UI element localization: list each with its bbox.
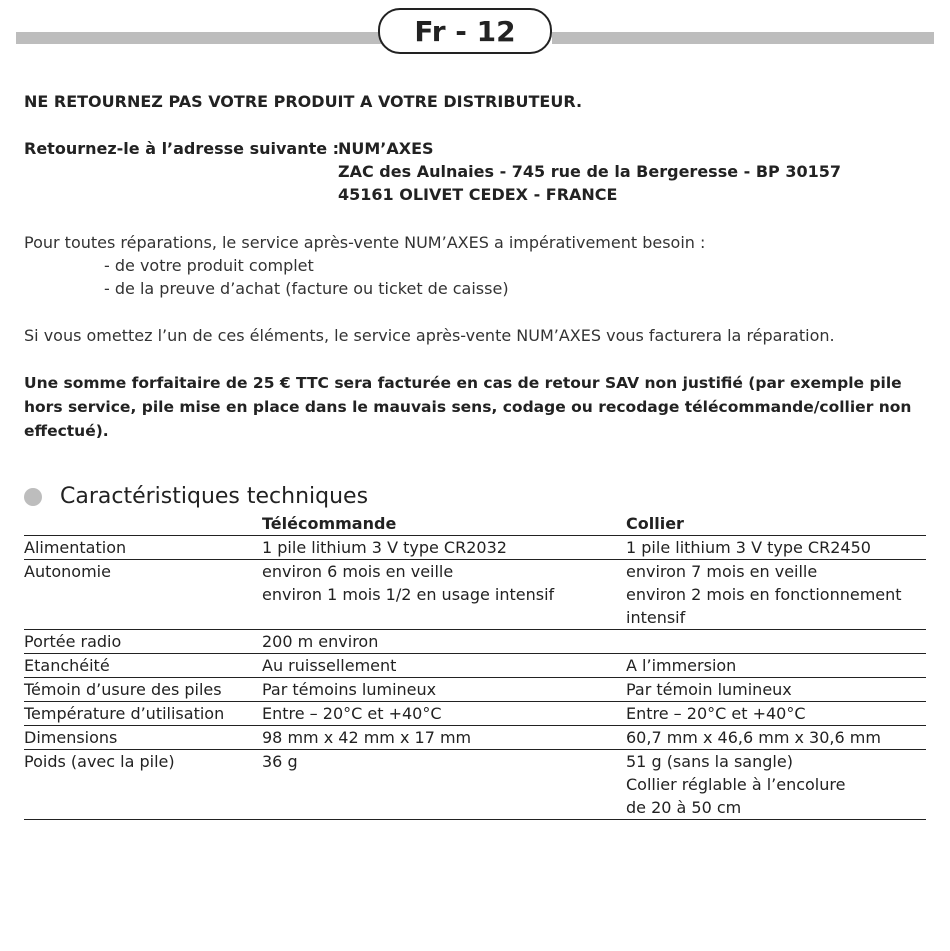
table-row — [24, 654, 926, 678]
column-header-collar: Collier — [626, 514, 684, 533]
collar-value: intensif — [626, 608, 686, 627]
row-label: Alimentation — [24, 538, 127, 557]
remote-value: 36 g — [262, 752, 298, 771]
address-line: 45161 OLIVET CEDEX - FRANCE — [338, 185, 618, 204]
remote-value: Par témoins lumineux — [262, 680, 437, 699]
address-label: Retournez-le à l’adresse suivante : — [24, 139, 340, 158]
row-label: Témoin d’usure des piles — [24, 680, 222, 699]
header-rule-left — [16, 32, 382, 44]
table-row — [24, 536, 926, 560]
collar-value: 60,7 mm x 46,6 mm x 30,6 mm — [626, 728, 881, 747]
collar-value: Collier réglable à l’encolure — [626, 775, 846, 794]
list-item: - de votre produit complet — [104, 256, 314, 275]
address-line: NUM’AXES — [338, 139, 434, 158]
requirements-list — [104, 254, 509, 300]
bullet-dot-icon — [24, 488, 42, 506]
collar-value: Par témoin lumineux — [626, 680, 792, 699]
remote-value: Au ruissellement — [262, 656, 397, 675]
address-line: ZAC des Aulnaies - 745 rue de la Bergeresse - BP 30157 — [338, 162, 841, 181]
table-row — [24, 630, 926, 654]
table-row — [24, 750, 926, 820]
section-title: Caractéristiques techniques — [60, 484, 369, 509]
table-row — [24, 702, 926, 726]
requirements-intro: Pour toutes réparations, le service après-vente NUM’AXES a impérativement besoin : — [24, 233, 706, 252]
collar-value: de 20 à 50 cm — [626, 798, 742, 817]
row-label: Poids (avec la pile) — [24, 752, 175, 771]
repair-warning: Si vous omettez l’un de ces éléments, le service après-vente NUM’AXES vous facturera la réparation. — [24, 326, 835, 345]
collar-value: environ 2 mois en fonctionnement — [626, 585, 902, 604]
specs-table — [24, 512, 926, 820]
page-number-badge: Fr - 12 — [378, 8, 552, 54]
row-label: Autonomie — [24, 562, 111, 581]
remote-value: Entre – 20°C et +40°C — [262, 704, 442, 723]
remote-value: environ 1 mois 1/2 en usage intensif — [262, 585, 555, 604]
row-label: Portée radio — [24, 632, 122, 651]
specs-section-heading — [24, 484, 368, 509]
remote-value: environ 6 mois en veille — [262, 562, 454, 581]
remote-value: 200 m environ — [262, 632, 379, 651]
column-header-remote: Télécommande — [262, 514, 397, 533]
row-label: Température d’utilisation — [24, 704, 225, 723]
collar-value: environ 7 mois en veille — [626, 562, 818, 581]
collar-value: Entre – 20°C et +40°C — [626, 704, 806, 723]
table-header-row — [24, 512, 926, 536]
table-row — [24, 560, 926, 630]
table-row — [24, 726, 926, 750]
collar-value: A l’immersion — [626, 656, 737, 675]
collar-value: 51 g (sans la sangle) — [626, 752, 793, 771]
collar-value: 1 pile lithium 3 V type CR2450 — [626, 538, 871, 557]
fee-notice: Une somme forfaitaire de 25 € TTC sera facturée en cas de retour SAV non justifié (par exemple pile hors service, pile mise en place dans le mauvais sens, codage ou recodage télécommande/collier non effectué). — [24, 374, 912, 440]
row-label: Dimensions — [24, 728, 118, 747]
column-header — [24, 512, 262, 535]
header-rule-right — [552, 32, 934, 44]
address-block — [338, 137, 841, 206]
list-item: - de la preuve d’achat (facture ou ticket de caisse) — [104, 279, 509, 298]
return-notice: NE RETOURNEZ PAS VOTRE PRODUIT A VOTRE DISTRIBUTEUR. — [24, 92, 583, 111]
row-label: Etanchéité — [24, 656, 110, 675]
table-row — [24, 678, 926, 702]
remote-value: 98 mm x 42 mm x 17 mm — [262, 728, 472, 747]
remote-value: 1 pile lithium 3 V type CR2032 — [262, 538, 507, 557]
